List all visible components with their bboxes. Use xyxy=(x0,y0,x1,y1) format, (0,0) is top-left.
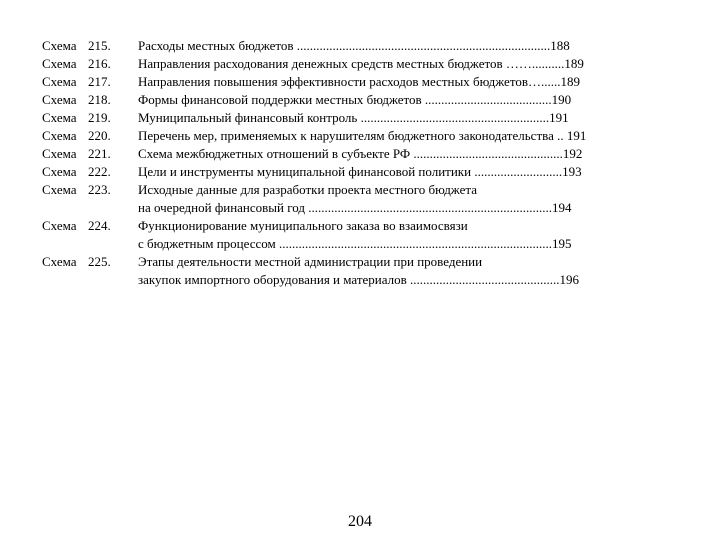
entry-title: Исходные данные для разработки проекта местного бюджета xyxy=(138,182,477,197)
toc-entry xyxy=(42,163,662,181)
entry-title: Направления расходования денежных средств местных бюджетов ……..........189 xyxy=(138,56,584,71)
entry-title: Функционирование муниципального заказа во взаимосвязи xyxy=(138,218,468,233)
entry-number: 224. xyxy=(88,218,111,233)
toc-entry xyxy=(42,73,662,91)
toc-entry xyxy=(42,145,662,163)
toc-entry xyxy=(42,127,662,145)
toc-entry xyxy=(42,91,662,109)
entry-label: Схема xyxy=(42,92,77,107)
entry-title: Схема межбюджетных отношений в субъекте РФ ..............................................192 xyxy=(138,146,583,161)
toc-entry xyxy=(42,55,662,73)
entry-label: Схема xyxy=(42,128,77,143)
entry-title: Расходы местных бюджетов ..............................................................................188 xyxy=(138,38,570,53)
entry-number: 217. xyxy=(88,74,111,89)
entry-number: 215. xyxy=(88,38,111,53)
entry-title: Цели и инструменты муниципальной финансовой политики ...........................193 xyxy=(138,164,582,179)
entry-label: Схема xyxy=(42,74,77,89)
entry-number: 221. xyxy=(88,146,111,161)
table-of-contents xyxy=(42,37,662,289)
toc-entry xyxy=(42,181,662,217)
entry-title: Муниципальный финансовый контроль ..........................................................191 xyxy=(138,110,569,125)
entry-title: Перечень мер, применяемых к нарушителям бюджетного законодательства .. 191 xyxy=(138,128,587,143)
entry-label: Схема xyxy=(42,38,77,53)
entry-title-continued: на очередной финансовый год ...........................................................................194 xyxy=(138,200,572,215)
entry-number: 222. xyxy=(88,164,111,179)
entry-title: Этапы деятельности местной администрации при проведении xyxy=(138,254,483,269)
entry-title: Направления повышения эффективности расходов местных бюджетов…......189 xyxy=(138,74,580,89)
toc-entry xyxy=(42,37,662,55)
entry-number: 220. xyxy=(88,128,111,143)
entry-number: 225. xyxy=(88,254,111,269)
entry-title-continued: закупок импортного оборудования и материалов ..............................................196 xyxy=(138,272,579,287)
entry-number: 219. xyxy=(88,110,111,125)
entry-label: Схема xyxy=(42,218,77,233)
entry-number: 218. xyxy=(88,92,111,107)
entry-label: Схема xyxy=(42,164,77,179)
entry-number: 216. xyxy=(88,56,111,71)
toc-entry xyxy=(42,217,662,253)
entry-number: 223. xyxy=(88,182,111,197)
entry-label: Схема xyxy=(42,110,77,125)
toc-entry xyxy=(42,253,662,289)
entry-title-continued: с бюджетным процессом ....................................................................................195 xyxy=(138,236,572,251)
entry-title: Формы финансовой поддержки местных бюджетов .......................................190 xyxy=(138,92,572,107)
entry-label: Схема xyxy=(42,56,77,71)
entry-label: Схема xyxy=(42,146,77,161)
entry-label: Схема xyxy=(42,254,77,269)
entry-label: Схема xyxy=(42,182,77,197)
toc-entry xyxy=(42,109,662,127)
page-number: 204 xyxy=(348,513,372,530)
